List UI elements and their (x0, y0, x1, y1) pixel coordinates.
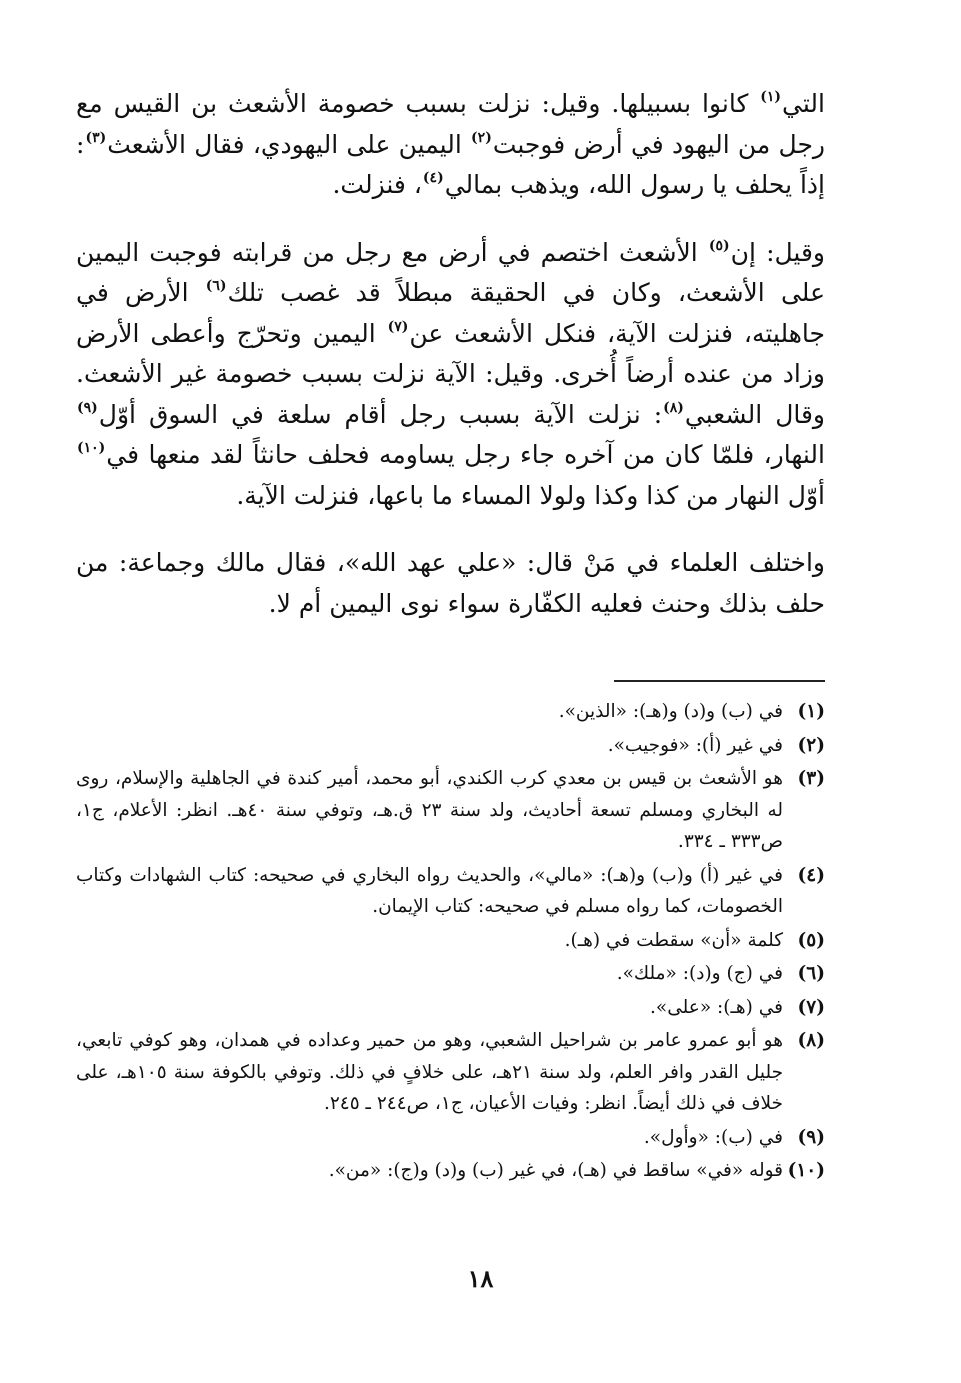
paragraph-text: النهار، فلمّا كان من آخره جاء رجل يساومه فحلف حانثاً لقد منعها في (106, 440, 825, 469)
footnote-number: (٩) (797, 1126, 825, 1148)
footnotes-list (76, 696, 825, 1189)
footnote-reference[interactable]: (٩) (77, 399, 98, 416)
footnote-item (76, 696, 825, 728)
footnote-text: في (هـ): «على». (650, 996, 783, 1018)
footnote-item (76, 1155, 825, 1187)
footnote-number: (١٠) (787, 1160, 825, 1181)
footnote-item (76, 730, 825, 762)
footnote-item (76, 1025, 825, 1120)
footnote-item (76, 925, 825, 957)
footnote-reference[interactable]: (٧) (387, 318, 409, 335)
main-text (76, 84, 825, 624)
paragraph-text: ، فنزلت. (332, 170, 422, 199)
footnote-item (76, 958, 825, 990)
footnote-text: في (ب) و(د) و(هـ): «الذين». (558, 701, 783, 722)
footnote-reference[interactable]: (٤) (422, 170, 444, 186)
footnote-number: (٧) (797, 996, 825, 1018)
footnote-text: في (ب): «وأول». (643, 1126, 783, 1148)
body-paragraph (76, 543, 825, 624)
paragraph-text: اليمين على اليهودي، فقال الأشعث (107, 129, 471, 159)
footnote-reference[interactable]: (٣) (85, 129, 107, 146)
page-number: ١٨ (467, 1264, 494, 1293)
footnote-item (76, 860, 825, 923)
footnote-divider (614, 680, 825, 682)
body-paragraph (76, 84, 825, 206)
footnote-text: في غير (أ) و(ب) و(هـ): «مالي»، والحديث رواه البخاري في صحيحه: كتاب الشهادات وكتاب الخصومات، كما رواه مسلم في صحيحه: كتاب الإيمان. (76, 864, 783, 917)
footnote-reference[interactable]: (٨) (663, 399, 684, 416)
paragraph-text: كانوا بسبيلها. وقيل: نزلت بسبب خصومة الأشعث بن القيس مع رجل من اليهود في أرض فوجبت (76, 89, 825, 159)
footnote-number: (٨) (797, 1030, 825, 1051)
body-paragraph (76, 233, 825, 517)
paragraph-text: وقيل: إن (730, 237, 825, 267)
footnote-text: في غير (أ): «فوجيب». (607, 734, 783, 756)
paragraph-text: : نزلت الآية بسبب رجل أقام سلعة في السوق أوّل (98, 399, 663, 429)
footnote-number: (١) (797, 701, 825, 722)
footnote-reference[interactable]: (٢) (471, 129, 492, 146)
footnote-item (76, 992, 825, 1024)
footnote-item (76, 763, 825, 858)
footnote-text: هو أبو عمرو عامر بن شراحيل الشعبي، وهو من حمير وعداده في همدان، وهو كوفي تابعي، جليل القدر وافر العلم، ولد سنة ٢١هـ، على خلافٍ في ذلك. وتوفي بالكوفة سنة ١٠٥هـ، على خلاف في ذلك أيضاً. انظر: وفيات الأعيان، ج١، ص٢٤٤ ـ ٢٤٥. (76, 1030, 783, 1114)
footnote-number: (٤) (797, 864, 825, 886)
footnote-text: قوله «في» ساقط في (هـ)، في غير (ب) و(د) و(ج): «من». (328, 1160, 783, 1181)
footnote-number: (٥) (797, 929, 825, 951)
footnote-reference[interactable]: (٦) (205, 278, 227, 294)
footnote-number: (٢) (797, 734, 825, 756)
footnote-text: في (ج) و(د): «ملك». (616, 963, 783, 984)
paragraph-text: التي (782, 89, 825, 118)
footnote-reference[interactable]: (١) (760, 89, 782, 105)
footnote-reference[interactable]: (٥) (708, 237, 730, 254)
paragraph-text: الأرض في جاهليته، فنزلت الآية، فنكل الأشعث عن (76, 278, 825, 348)
paragraph-text: واختلف العلماء في مَنْ قال: «علي عهد الله»، فقال مالك وجماعة: من حلف بذلك وحنث فعليه الكفّارة سواء نوى اليمين أم لا. (76, 548, 825, 618)
paragraph-text: : إذاً يحلف يا رسول الله، ويذهب بمالي (76, 129, 825, 199)
footnote-number: (٦) (797, 963, 825, 984)
paragraph-text: اليمين وتحرّج وأعطى الأرض وزاد من عنده أرضاً أُخرى. وقيل: الآية نزلت بسبب خصومة غير الأشعث. وقال الشعبي (76, 318, 825, 429)
footnote-reference[interactable]: (١٠) (77, 440, 106, 456)
footnote-text: كلمة «أن» سقطت في (هـ). (564, 929, 783, 951)
footnote-text: هو الأشعث بن قيس بن معدي كرب الكندي، أبو محمد، أمير كندة في الجاهلية والإسلام، روى له البخاري ومسلم تسعة أحاديث، ولد سنة ٢٣ ق.هـ، وتوفي سنة ٤٠هـ. انظر: الأعلام، ج١، ص٣٣٣ ـ ٣٣٤. (76, 768, 784, 852)
footnote-item (76, 1122, 825, 1154)
paragraph-text: الأشعث اختصم في أرض مع رجل من قرابته فوجبت اليمين على الأشعث، وكان في الحقيقة مبطلاً قد غصب تلك (76, 237, 825, 307)
paragraph-text: أوّل النهار من كذا وكذا ولولا المساء ما باعها، فنزلت الآية. (236, 480, 825, 510)
footnote-number: (٣) (797, 768, 825, 789)
